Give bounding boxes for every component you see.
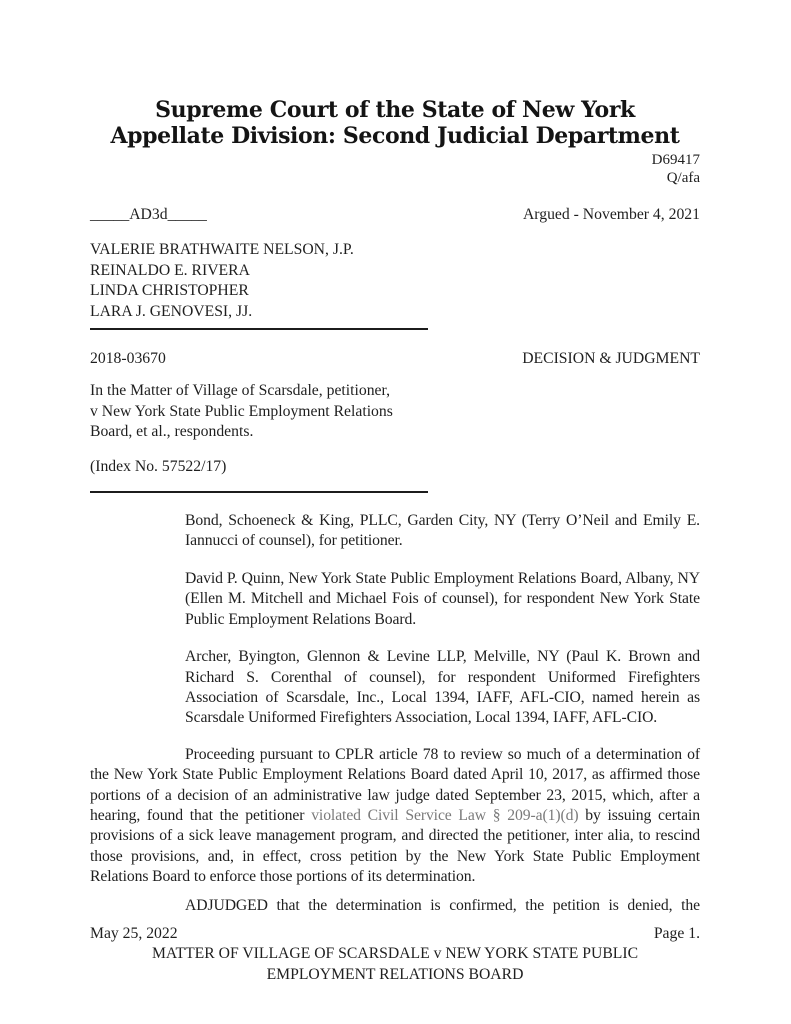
caption-line: In the Matter of Village of Scarsdale, petitioner, xyxy=(90,382,391,400)
ad3d-citation-blank: _____AD3d_____ xyxy=(90,206,207,223)
docket-row xyxy=(90,349,700,369)
court-division: Appellate Division: Second Judicial Department xyxy=(110,123,680,149)
document-header xyxy=(90,97,700,225)
court-name: Supreme Court of the State of New York xyxy=(155,97,635,123)
justice-name: REINALDO E. RIVERA xyxy=(90,261,250,279)
proceeding-paragraph xyxy=(90,745,700,888)
adjudged-paragraph: ADJUDGED that the determination is confirmed, the petition is denied, the xyxy=(185,896,700,914)
caption-line: Board, et al., respondents. xyxy=(90,423,254,441)
proceeding-text-tail: by issuing certain provisions of a sick leave management program, and directed the petitioner, inter alia, to rescind those provisions, and, in effect, cross petition by the New York State Public Employment Relations Board to enforce those portions of its determination. xyxy=(90,806,700,886)
running-caption-line: MATTER OF VILLAGE OF SCARSDALE v NEW YORK STATE PUBLIC xyxy=(151,945,639,963)
caption-line: v New York State Public Employment Relations xyxy=(90,402,393,420)
justice-name: VALERIE BRATHWAITE NELSON, J.P. xyxy=(90,241,354,259)
argued-row xyxy=(90,205,700,225)
counsel-respondent-union: Archer, Byington, Glennon & Levine LLP, Melville, NY (Paul K. Brown and Richard S. Corenthal of counsel), for respondent Uniformed Firefighters Association of Scarsdale, Inc., Local 1394, IAFF, AFL-CIO, named herein as Scarsdale Uniformed Firefighters Association, Local 1394, IAFF, AFL-CIO. xyxy=(185,648,700,727)
docket-code: D69417 xyxy=(651,152,700,168)
counsel-petitioner: Bond, Schoeneck & King, PLLC, Garden City, NY (Terry O’Neil and Emily E. Iannucci of counsel), for petitioner. xyxy=(185,512,700,550)
docket-number: 2018-03670 xyxy=(90,350,166,368)
calendar-code: Q/afa xyxy=(666,170,700,186)
clerk-codes xyxy=(90,151,700,187)
justice-name: LINDA CHRISTOPHER xyxy=(90,282,249,300)
counsel-appearances xyxy=(90,511,700,729)
running-caption xyxy=(90,944,700,985)
page-number: Page 1. xyxy=(653,924,700,942)
case-caption xyxy=(90,381,700,442)
divider-rule-bottom xyxy=(90,491,428,493)
justices-panel xyxy=(90,240,700,322)
counsel-respondent-board: David P. Quinn, New York State Public Employment Relations Board, Albany, NY (Ellen M. Mitchell and Michael Fois of counsel), for respondent New York State Public Employment Relations Board. xyxy=(185,569,700,628)
justice-name: LARA J. GENOVESI, JJ. xyxy=(90,302,253,320)
argued-date: Argued - November 4, 2021 xyxy=(522,206,700,223)
footer-row xyxy=(90,924,700,944)
index-number: (Index No. 57522/17) xyxy=(90,457,227,475)
running-caption-line: EMPLOYMENT RELATIONS BOARD xyxy=(266,965,524,983)
decision-date: May 25, 2022 xyxy=(90,924,178,942)
proceeding-text-lead: Proceeding pursuant to CPLR article 78 to review so much of a determination of the New York State Public Employment Relations Board dated April 10, 2017, as affirmed those portions of a decision of an administrative law judge dated September 23, 2015, which, after a hearing, found that the petitioner xyxy=(90,745,700,824)
divider-rule-top xyxy=(90,328,428,330)
page-footer xyxy=(90,924,700,985)
statute-citation: violated Civil Service Law § 209-a(1)(d) xyxy=(311,806,579,824)
decision-type: DECISION & JUDGMENT xyxy=(522,350,700,368)
